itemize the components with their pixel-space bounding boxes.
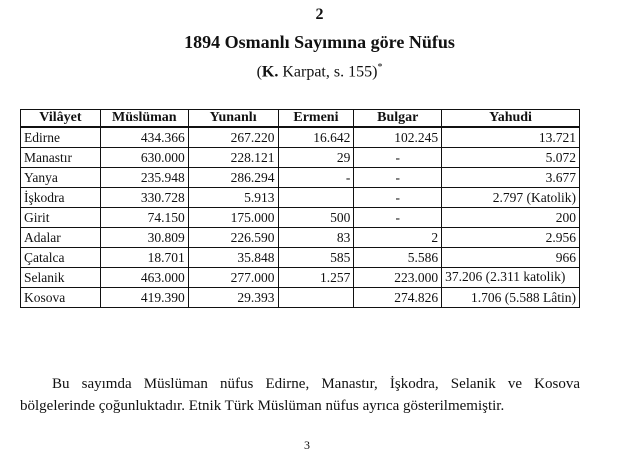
table-body xyxy=(21,127,580,308)
table-cell: 18.701 xyxy=(100,248,188,268)
table-cell: 37.206 (2.311 katolik) xyxy=(442,268,580,288)
table-cell: 500 xyxy=(278,208,354,228)
table-cell: 74.150 xyxy=(100,208,188,228)
table-cell: 228.121 xyxy=(188,148,278,168)
table-cell: - xyxy=(354,188,442,208)
table-cell: Girit xyxy=(21,208,101,228)
column-header: Ermeni xyxy=(278,110,354,128)
table-cell: İşkodra xyxy=(21,188,101,208)
table-row xyxy=(21,208,580,228)
table-cell: 13.721 xyxy=(442,127,580,148)
column-header: Yunanlı xyxy=(188,110,278,128)
table-header-row xyxy=(21,110,580,128)
table-cell: 200 xyxy=(442,208,580,228)
body-paragraph: Bu sayımda Müslüman nüfus Edirne, Manastır, İşkodra, Selanik ve Kosova bölgelerinde çoğunluktadır. Etnik Türk Müslüman nüfus ayrıca gösterilmemiştir. xyxy=(20,376,580,414)
table-cell: 102.245 xyxy=(354,127,442,148)
table-cell: 5.586 xyxy=(354,248,442,268)
table-cell: 2 xyxy=(354,228,442,248)
table-cell: Manastır xyxy=(21,148,101,168)
table-row xyxy=(21,148,580,168)
table-cell: 3.677 xyxy=(442,168,580,188)
column-header: Müslüman xyxy=(100,110,188,128)
table-cell: - xyxy=(354,168,442,188)
footer-mark: 3 xyxy=(304,438,310,452)
table-cell: Yanya xyxy=(21,168,101,188)
table-cell: Edirne xyxy=(21,127,101,148)
column-header: Vilâyet xyxy=(21,110,101,128)
table-cell: 267.220 xyxy=(188,127,278,148)
table-cell: 2.956 xyxy=(442,228,580,248)
table-cell: 1.257 xyxy=(278,268,354,288)
table-cell: Çatalca xyxy=(21,248,101,268)
table-cell: 966 xyxy=(442,248,580,268)
table-cell: 5.913 xyxy=(188,188,278,208)
table-cell xyxy=(278,288,354,308)
source-citation xyxy=(0,62,639,81)
table-cell: 30.809 xyxy=(100,228,188,248)
table-cell: - xyxy=(354,208,442,228)
table-cell: 35.848 xyxy=(188,248,278,268)
table-cell: - xyxy=(278,168,354,188)
table-cell: 5.072 xyxy=(442,148,580,168)
citation-rest: Karpat, s. 155) xyxy=(278,63,378,81)
column-header: Bulgar xyxy=(354,110,442,128)
table-cell: 274.826 xyxy=(354,288,442,308)
census-table xyxy=(20,109,580,308)
table-cell: Kosova xyxy=(21,288,101,308)
table-row xyxy=(21,288,580,308)
table-cell: 29.393 xyxy=(188,288,278,308)
table-cell: 463.000 xyxy=(100,268,188,288)
table-cell: 223.000 xyxy=(354,268,442,288)
table-row xyxy=(21,268,580,288)
table-cell: 175.000 xyxy=(188,208,278,228)
column-header: Yahudi xyxy=(442,110,580,128)
citation-author: K. xyxy=(261,63,279,81)
table-cell: - xyxy=(354,148,442,168)
table-cell: Selanik xyxy=(21,268,101,288)
table-cell: 2.797 (Katolik) xyxy=(442,188,580,208)
table-cell: 630.000 xyxy=(100,148,188,168)
table-cell: 83 xyxy=(278,228,354,248)
table-cell: 330.728 xyxy=(100,188,188,208)
table-row xyxy=(21,248,580,268)
citation-marker: * xyxy=(377,62,383,73)
table-cell: 226.590 xyxy=(188,228,278,248)
table-cell: 1.706 (5.588 Lâtin) xyxy=(442,288,580,308)
page-title: 1894 Osmanlı Sayımına göre Nüfus xyxy=(184,32,455,52)
table-cell: 16.642 xyxy=(278,127,354,148)
table-row xyxy=(21,168,580,188)
table-cell: 585 xyxy=(278,248,354,268)
table-row xyxy=(21,228,580,248)
table-cell: 286.294 xyxy=(188,168,278,188)
table-cell: 434.366 xyxy=(100,127,188,148)
table-row xyxy=(21,127,580,148)
table-cell xyxy=(278,188,354,208)
table-cell: 29 xyxy=(278,148,354,168)
table-cell: Adalar xyxy=(21,228,101,248)
table-cell: 235.948 xyxy=(100,168,188,188)
citation-open: ( xyxy=(256,63,262,81)
table-cell: 419.390 xyxy=(100,288,188,308)
table-row xyxy=(21,188,580,208)
section-number: 2 xyxy=(315,6,324,23)
table-cell: 277.000 xyxy=(188,268,278,288)
